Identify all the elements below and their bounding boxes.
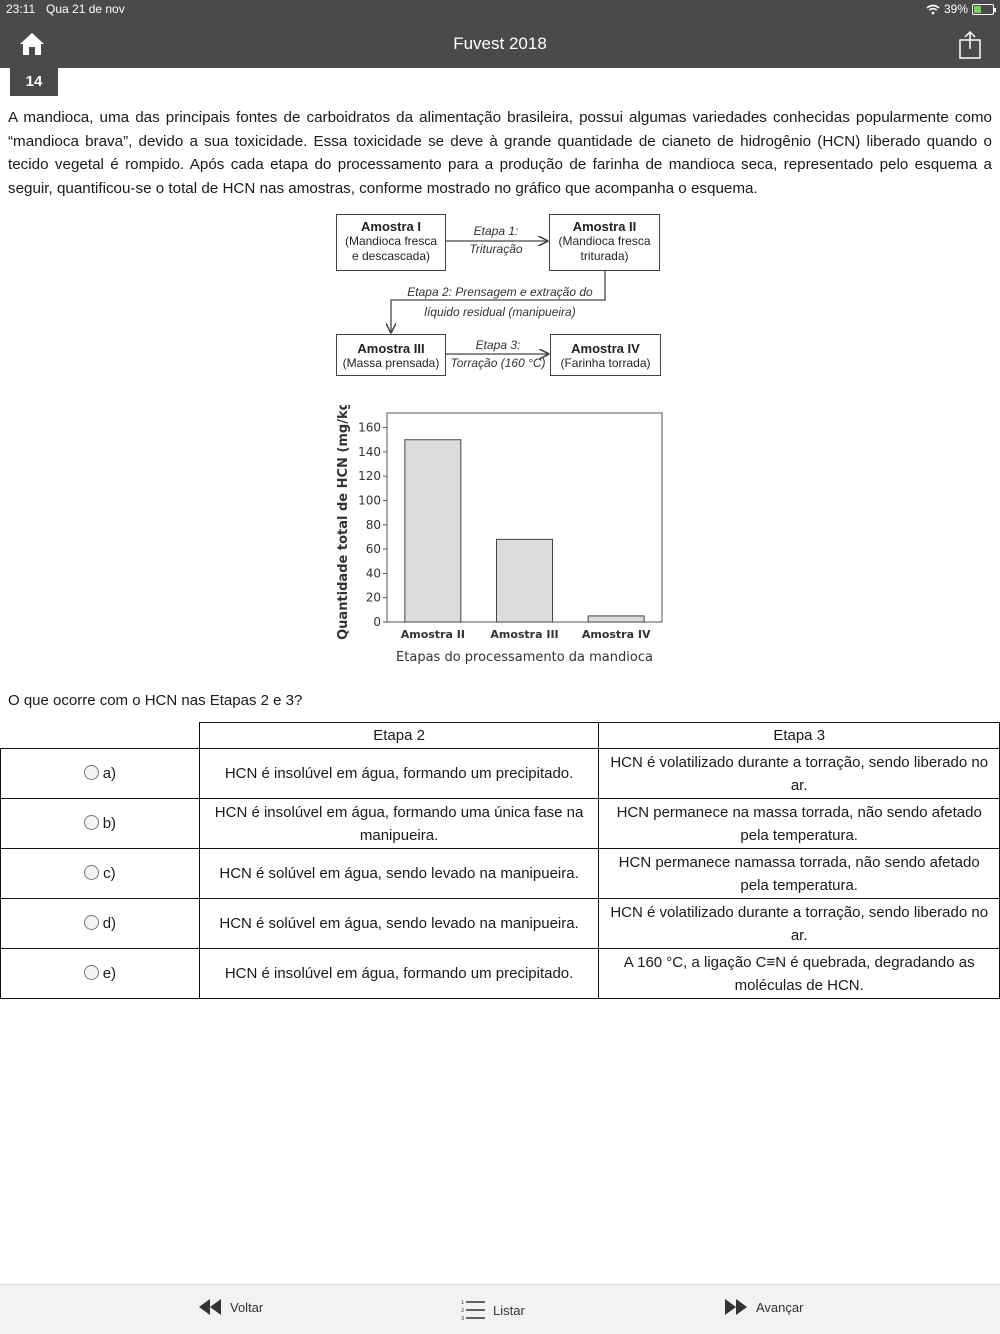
battery-level bbox=[974, 6, 981, 13]
option-e-selector[interactable] bbox=[1, 949, 200, 999]
etapa-3-line2: Torração (160 °C) bbox=[450, 356, 546, 370]
y-tick-label: 120 bbox=[358, 469, 381, 484]
amostra-1-line2: e descascada) bbox=[351, 249, 431, 263]
amostra-4-box bbox=[550, 334, 661, 376]
y-tick-label: 60 bbox=[365, 542, 381, 557]
wifi-icon bbox=[926, 4, 940, 15]
amostra-3-title: Amostra III bbox=[357, 341, 425, 356]
radio-icon[interactable] bbox=[84, 915, 99, 930]
list-icon bbox=[461, 1299, 485, 1321]
status-time: 23:11 bbox=[6, 2, 36, 16]
svg-text:3: 3 bbox=[461, 1316, 465, 1321]
question-number: 14 bbox=[10, 68, 58, 96]
options-table bbox=[0, 722, 1000, 999]
chart-svg bbox=[330, 405, 675, 675]
option-e-etapa2: HCN é insolúvel em água, formando um precipitado. bbox=[199, 949, 599, 999]
option-b-etapa3: HCN permanece na massa torrada, não sendo afetado pela temperatura. bbox=[599, 799, 1000, 849]
next-button[interactable] bbox=[724, 1299, 803, 1315]
option-c-etapa2: HCN é solúvel em água, sendo levado na manipueira. bbox=[199, 849, 599, 899]
y-tick-label: 0 bbox=[373, 615, 381, 629]
option-c-selector[interactable] bbox=[1, 849, 200, 899]
x-category-label: Amostra IV bbox=[581, 628, 651, 641]
etapa-1-line2: Trituração bbox=[469, 242, 523, 256]
back-label: Voltar bbox=[230, 1299, 264, 1315]
process-diagram bbox=[330, 210, 670, 385]
option-a-label: a) bbox=[102, 765, 117, 782]
option-row-d[interactable] bbox=[1, 899, 1000, 949]
amostra-4-line1: (Farinha torrada) bbox=[560, 356, 651, 370]
amostra-2-box bbox=[549, 214, 660, 271]
y-tick-label: 140 bbox=[358, 444, 381, 459]
y-axis-label: Quantidade total de HCN (mg/kg) bbox=[336, 405, 351, 640]
etapa-2-line1: Etapa 2: Prensagem e extração do bbox=[407, 285, 593, 299]
option-d-etapa2: HCN é solúvel em água, sendo levado na manipueira. bbox=[199, 899, 599, 949]
etapa-3-line1: Etapa 3: bbox=[475, 338, 521, 352]
amostra-2-title: Amostra II bbox=[572, 219, 637, 234]
amostra-1-box bbox=[336, 214, 446, 271]
option-b-selector[interactable] bbox=[1, 799, 200, 849]
amostra-1-title: Amostra I bbox=[361, 219, 421, 234]
etapa-1-label bbox=[450, 222, 542, 258]
radio-icon[interactable] bbox=[84, 965, 99, 980]
svg-text:1: 1 bbox=[461, 1300, 465, 1306]
amostra-1-line1: (Mandioca fresca bbox=[344, 234, 438, 248]
option-a-selector[interactable] bbox=[1, 749, 200, 799]
option-row-a[interactable] bbox=[1, 749, 1000, 799]
x-category-label: Amostra II bbox=[400, 628, 465, 641]
y-tick-label: 40 bbox=[365, 566, 381, 581]
table-header-blank bbox=[1, 723, 200, 749]
next-label: Avançar bbox=[756, 1299, 804, 1315]
y-tick-label: 160 bbox=[358, 420, 381, 435]
table-header-row bbox=[1, 723, 1000, 749]
battery-icon bbox=[972, 4, 994, 15]
y-tick-label: 20 bbox=[365, 590, 381, 605]
radio-icon[interactable] bbox=[84, 765, 99, 780]
table-header-etapa3: Etapa 3 bbox=[599, 723, 1000, 749]
option-c-etapa3: HCN permanece namassa torrada, não sendo afetado pela temperatura. bbox=[599, 849, 1000, 899]
option-d-selector[interactable] bbox=[1, 899, 200, 949]
option-row-c[interactable] bbox=[1, 849, 1000, 899]
option-b-label: b) bbox=[102, 815, 117, 832]
bar-3 bbox=[588, 616, 644, 622]
option-a-etapa2: HCN é insolúvel em água, formando um precipitado. bbox=[199, 749, 599, 799]
etapa-2-line2: líquido residual (manipueira) bbox=[424, 305, 576, 319]
option-row-e[interactable] bbox=[1, 949, 1000, 999]
table-header-etapa2: Etapa 2 bbox=[199, 723, 599, 749]
radio-icon[interactable] bbox=[84, 865, 99, 880]
question-text: O que ocorre com o HCN nas Etapas 2 e 3? bbox=[8, 692, 303, 709]
amostra-4-title: Amostra IV bbox=[571, 341, 640, 356]
share-icon[interactable] bbox=[958, 30, 982, 60]
radio-icon[interactable] bbox=[84, 815, 99, 830]
option-b-etapa2: HCN é insolúvel em água, formando uma única fase na manipueira. bbox=[199, 799, 599, 849]
list-label: Listar bbox=[493, 1302, 525, 1318]
option-a-etapa3: HCN é volatilizado durante a torração, sendo liberado no ar. bbox=[599, 749, 1000, 799]
option-d-etapa3: HCN é volatilizado durante a torração, sendo liberado no ar. bbox=[599, 899, 1000, 949]
svg-text:2: 2 bbox=[461, 1308, 465, 1314]
x-category-label: Amostra III bbox=[490, 628, 559, 641]
battery-percent: 39% bbox=[943, 2, 968, 16]
status-date: Qua 21 de nov bbox=[46, 2, 125, 16]
option-c-label: c) bbox=[103, 865, 116, 882]
etapa-2-label bbox=[390, 282, 610, 322]
fast-forward-icon bbox=[724, 1299, 748, 1315]
back-button[interactable] bbox=[198, 1299, 263, 1315]
status-indicators bbox=[926, 2, 994, 16]
hcn-bar-chart bbox=[330, 405, 675, 675]
bar-1 bbox=[405, 440, 461, 622]
rewind-icon bbox=[198, 1299, 222, 1315]
option-e-etapa3: A 160 °C, a ligação C≡N é quebrada, degradando as moléculas de HCN. bbox=[599, 949, 1000, 999]
etapa-1-line1: Etapa 1: bbox=[473, 224, 519, 238]
bottom-toolbar bbox=[0, 1284, 1000, 1334]
bar-2 bbox=[497, 539, 553, 622]
top-bar bbox=[0, 0, 1000, 68]
amostra-2-line2: triturada) bbox=[580, 249, 629, 263]
option-d-label: d) bbox=[102, 915, 117, 932]
etapa-3-label bbox=[446, 336, 550, 372]
nav-title: Fuvest 2018 bbox=[453, 34, 547, 53]
option-e-label: e) bbox=[102, 965, 117, 982]
list-button[interactable] bbox=[461, 1299, 525, 1321]
intro-text: A mandioca, uma das principais fontes de carboidratos da alimentação brasileira, possui algumas variedades conhecidas popularmente como “mandioca brava”, devido a sua toxicidade. Essa toxicidade se deve à grande quantidade de cianeto de hidrogênio (HCN) liberado quando o tecido vegetal é rompido. Após cada etapa do processamento para a produção de farinha de mandioca seca, representado pelo esquema a seguir, quantificou-se o total de HCN nas amostras, conforme mostrado no gráfico que acompanha o esquema. bbox=[8, 109, 992, 197]
y-tick-label: 80 bbox=[365, 517, 381, 532]
x-axis-label: Etapas do processamento da mandioca bbox=[396, 650, 653, 665]
y-tick-label: 100 bbox=[358, 493, 381, 508]
amostra-2-line1: (Mandioca fresca bbox=[558, 234, 651, 248]
amostra-3-box bbox=[336, 334, 446, 376]
option-row-b[interactable] bbox=[1, 799, 1000, 849]
amostra-3-line1: (Massa prensada) bbox=[342, 356, 440, 370]
